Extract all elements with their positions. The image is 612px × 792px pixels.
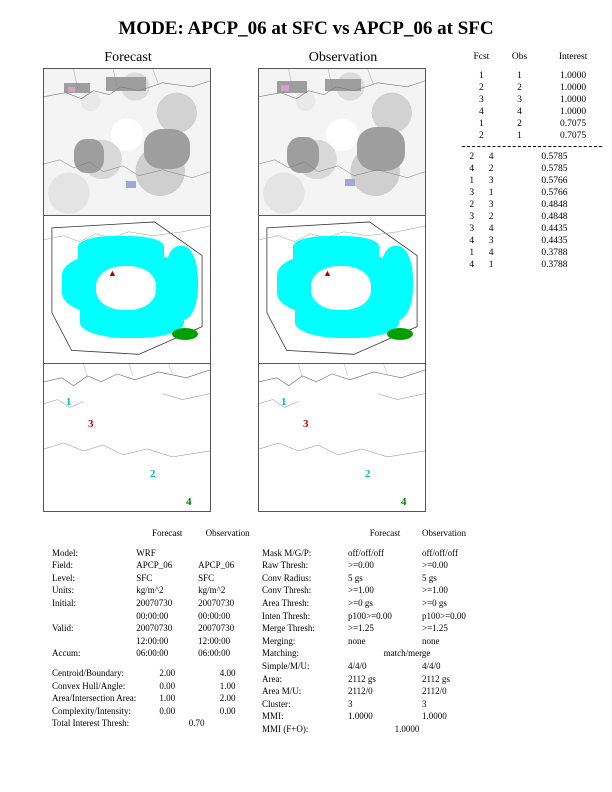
forecast-cyan-object (164, 246, 198, 320)
attribute-forecast-value: WRF (136, 547, 156, 558)
interest-cell: 0.4435 (541, 236, 568, 246)
config-forecast-value: 2112/0 (348, 686, 373, 697)
config-forecast-value: 1.0000 (348, 711, 373, 722)
config-forecast-value: none (348, 635, 366, 646)
total-interest-label: Total Interest Thresh: (52, 718, 130, 729)
interest-cell: 4 (469, 164, 475, 174)
interest-cell: 0.5785 (541, 164, 568, 174)
right-header-blank (262, 528, 348, 541)
interest-cell: 2 (469, 200, 475, 210)
interest-table-row (462, 187, 608, 199)
observation-panel-label: Observation (308, 50, 378, 65)
forecast-object-label-2: 2 (150, 468, 156, 480)
interest-table-row (462, 163, 608, 175)
interest-table-divider (462, 146, 602, 147)
precip-splotch (357, 127, 405, 171)
attribute-row (52, 611, 257, 624)
attribute-label: Model: (52, 547, 78, 558)
config-observation-value: off/off/off (422, 547, 458, 558)
left-header-observation: Observation (205, 528, 250, 538)
interest-table-header-row (462, 52, 608, 70)
interest-cell: 1 (517, 131, 522, 141)
config-forecast-value: >=1.00 (348, 585, 374, 596)
coastline-outline (259, 364, 425, 510)
forecast-object-label-4: 4 (186, 496, 192, 508)
attribute-pair-row (52, 681, 257, 694)
precip-splotch (144, 129, 190, 169)
left-header-blank (52, 528, 136, 541)
attribute-row (52, 623, 257, 636)
forecast-raw-field-image (43, 68, 211, 216)
interest-cell: 4 (488, 152, 494, 162)
attribute-pair-label: Convex Hull/Angle: (52, 680, 126, 691)
config-label: Simple/M/U: (262, 660, 310, 671)
config-label: Area: (262, 673, 282, 684)
config-row (262, 724, 466, 737)
config-row (262, 661, 466, 674)
left-header-forecast: Forecast (151, 528, 183, 538)
precip-splotch-blue (345, 179, 355, 186)
observation-object-label-2: 2 (365, 468, 371, 480)
forecast-green-object (172, 328, 198, 340)
config-forecast-value: 3 (348, 698, 353, 709)
attribute-forecast-value: SFC (136, 572, 153, 583)
config-observation-value: >=1.25 (422, 623, 448, 634)
interest-cell: 1 (479, 71, 484, 81)
config-row (262, 686, 466, 699)
config-forecast-value: 4/4/0 (348, 660, 367, 671)
interest-table-row (462, 70, 608, 82)
attribute-row (52, 598, 257, 611)
interest-cell: 1.0000 (560, 71, 587, 81)
forecast-object-label-1: 1 (66, 396, 72, 408)
attribute-observation-value: 06:00:00 (198, 648, 231, 659)
config-label: Area M/U: (262, 686, 302, 697)
interest-cell: 1 (488, 260, 494, 270)
config-label: MMI (F+O): (262, 723, 309, 734)
config-label: Merge Thresh: (262, 623, 315, 634)
config-row (262, 711, 466, 724)
forecast-object-field-image (43, 216, 211, 364)
interest-header-interest: Interest (558, 52, 588, 62)
attribute-observation-value: kg/m^2 (198, 585, 226, 596)
attribute-forecast-value: 12:00:00 (136, 635, 169, 646)
interest-cell: 2 (488, 164, 494, 174)
attribute-forecast-value: APCP_06 (136, 560, 173, 571)
attribute-observation-value: APCP_06 (198, 560, 235, 571)
config-label: Matching: (262, 648, 299, 659)
config-observation-value: 2112 gs (422, 673, 450, 684)
attribute-label: Valid: (52, 623, 74, 634)
attribute-pair-label: Area/Intersection Area: (52, 693, 137, 704)
config-forecast-value: >=0 gs (348, 597, 373, 608)
precip-splotch (287, 137, 319, 173)
attribute-pair-value-1: 2.00 (159, 667, 176, 678)
attribute-pair-value-2: 4.00 (219, 667, 236, 678)
interest-table-row (462, 199, 608, 211)
interest-cell: 4 (469, 236, 475, 246)
attribute-pair-value-1: 0.00 (159, 680, 176, 691)
attribute-row (52, 648, 257, 661)
interest-cell: 3 (469, 212, 475, 222)
attribute-observation-value: 12:00:00 (198, 635, 231, 646)
interest-cell: 0.5766 (541, 188, 568, 198)
interest-cell: 4 (488, 248, 494, 258)
config-observation-value: 4/4/0 (422, 660, 441, 671)
interest-cell: 0.4848 (541, 212, 568, 222)
attribute-row (52, 636, 257, 649)
attribute-forecast-value: 06:00:00 (136, 648, 169, 659)
forecast-object-label-3: 3 (88, 418, 94, 430)
attribute-label: Accum: (52, 648, 81, 659)
attribute-forecast-value: kg/m^2 (136, 585, 164, 596)
config-observation-value: 2112/0 (422, 686, 447, 697)
coastline-outline (44, 364, 210, 510)
forecast-numbered-object-image (43, 364, 211, 512)
interest-cell: 2 (479, 131, 484, 141)
config-forecast-value: off/off/off (348, 547, 384, 558)
attribute-forecast-value: 20070730 (136, 597, 173, 608)
observation-red-object-marker: ▲ (323, 268, 332, 278)
config-forecast-value: match/merge (383, 648, 431, 659)
interest-cell: 0.4848 (541, 200, 568, 210)
config-row (262, 674, 466, 687)
interest-table-row (462, 151, 608, 163)
interest-cell: 4 (517, 107, 522, 117)
attribute-forecast-value: 00:00:00 (136, 610, 169, 621)
interest-cell: 3 (488, 200, 494, 210)
forecast-image-column (43, 68, 213, 512)
config-observation-value: 1.0000 (422, 711, 447, 722)
interest-cell: 4 (488, 224, 494, 234)
attribute-label: Units: (52, 585, 75, 596)
config-forecast-value: >=0.00 (348, 560, 374, 571)
observation-object-label-1: 1 (281, 396, 287, 408)
interest-table-row (462, 259, 608, 271)
config-observation-value: 3 (422, 698, 427, 709)
precip-splotch (106, 77, 146, 91)
forecast-panel-label: Forecast (104, 50, 152, 65)
right-header-forecast: Forecast (369, 528, 401, 538)
page-title: MODE: APCP_06 at SFC vs APCP_06 at SFC (118, 18, 494, 39)
attribute-pair-row (52, 693, 257, 706)
interest-header-fcst: Fcst (473, 52, 490, 62)
config-row (262, 548, 466, 561)
forecast-red-object-marker: ▲ (108, 268, 117, 278)
interest-cell: 4 (469, 260, 475, 270)
interest-cell: 0.3788 (541, 248, 568, 258)
attribute-pair-label: Complexity/Intensity: (52, 705, 131, 716)
interest-cell: 1 (469, 248, 475, 258)
precip-splotch (74, 139, 104, 173)
config-label: Raw Thresh: (262, 560, 309, 571)
attribute-row (52, 585, 257, 598)
interest-cell: 0.3788 (541, 260, 568, 270)
config-forecast-value: 2112 gs (348, 673, 376, 684)
interest-cell: 3 (488, 176, 494, 186)
attribute-label: Initial: (52, 597, 76, 608)
interest-cell: 2 (517, 83, 522, 93)
interest-cell: 0.4435 (541, 224, 568, 234)
attribute-forecast-value: 20070730 (136, 623, 173, 634)
config-forecast-value: >=1.25 (348, 623, 374, 634)
observation-object-label-4: 4 (401, 496, 407, 508)
observation-cyan-object (379, 246, 413, 320)
observation-raw-field-image (258, 68, 426, 216)
interest-table-row (462, 106, 608, 118)
config-row (262, 699, 466, 712)
interest-cell: 3 (469, 224, 475, 234)
object-hole (96, 266, 156, 310)
config-row (262, 623, 466, 636)
interest-table-row (462, 130, 608, 142)
interest-table-row (462, 94, 608, 106)
config-label: Conv Radius: (262, 572, 312, 583)
config-label: Conv Thresh: (262, 585, 312, 596)
interest-cell: 0.7075 (560, 119, 587, 129)
interest-cell: 1.0000 (560, 107, 587, 117)
interest-cell: 0.5785 (541, 152, 568, 162)
config-label: Cluster: (262, 698, 291, 709)
interest-table-row (462, 118, 608, 130)
config-row (262, 636, 466, 649)
attribute-row (52, 548, 257, 561)
right-table-header-row (262, 528, 466, 541)
interest-table-row (462, 175, 608, 187)
config-row (262, 585, 466, 598)
interest-cell: 1 (469, 176, 475, 186)
observation-object-field-image (258, 216, 426, 364)
attribute-pair-label: Centroid/Boundary: (52, 667, 124, 678)
precip-splotch-blue (126, 181, 136, 188)
config-row (262, 560, 466, 573)
interest-table-row (462, 82, 608, 94)
interest-cell: 3 (469, 188, 475, 198)
interest-cell: 2 (469, 152, 475, 162)
config-label: Mask M/G/P: (262, 547, 312, 558)
interest-cell: 3 (479, 95, 484, 105)
attribute-observation-value: 20070730 (198, 597, 235, 608)
attribute-pair-value-2: 1.00 (219, 680, 236, 691)
interest-table-row (462, 211, 608, 223)
config-row (262, 611, 466, 624)
observation-object-label-3: 3 (303, 418, 309, 430)
left-table-header-row (52, 528, 257, 541)
config-row (262, 573, 466, 586)
attribute-pair-value-1: 1.00 (159, 693, 176, 704)
precip-splotch (325, 79, 361, 91)
attribute-row (52, 573, 257, 586)
interest-cell: 4 (479, 107, 484, 117)
interest-cell: 2 (488, 212, 494, 222)
interest-cell: 1.0000 (560, 83, 587, 93)
config-label: Inten Thresh: (262, 610, 311, 621)
attribute-observation-value: 00:00:00 (198, 610, 231, 621)
config-observation-value: none (422, 635, 440, 646)
config-row (262, 598, 466, 611)
interest-cell: 0.7075 (560, 131, 587, 141)
attribute-pair-value-1: 0.00 (159, 705, 176, 716)
attribute-label (52, 636, 136, 649)
forecast-observation-attribute-table (52, 528, 257, 731)
interest-cell: 2 (479, 83, 484, 93)
interest-cell: 0.5766 (541, 176, 568, 186)
interest-cell: 1.0000 (560, 95, 587, 105)
config-forecast-value: p100>=0.00 (348, 610, 392, 621)
interest-table (462, 52, 608, 271)
config-label: Merging: (262, 635, 296, 646)
interest-header-obs: Obs (511, 52, 528, 62)
interest-table-row (462, 235, 608, 247)
config-observation-value: p100>=0.00 (422, 610, 466, 621)
attribute-pair-value-2: 0.00 (219, 705, 236, 716)
configuration-attribute-table (262, 528, 502, 737)
config-label: Area Thresh: (262, 597, 310, 608)
config-forecast-value: 5 gs (348, 572, 363, 583)
attribute-pair-value-2: 2.00 (219, 693, 236, 704)
interest-cell: 3 (488, 236, 494, 246)
total-interest-value: 0.70 (188, 718, 205, 729)
interest-cell: 1 (517, 71, 522, 81)
total-interest-row (52, 718, 257, 731)
interest-table-row (462, 223, 608, 235)
interest-cell: 3 (517, 95, 522, 105)
interest-cell: 2 (517, 119, 522, 129)
config-label: MMI: (262, 711, 284, 722)
attribute-observation-value (198, 548, 257, 561)
interest-table-row (462, 247, 608, 259)
config-row (262, 648, 466, 661)
precip-splotch-pink (68, 87, 75, 92)
precip-splotch-pink (281, 85, 289, 91)
attribute-observation-value: SFC (198, 572, 215, 583)
config-observation-value: 5 gs (422, 572, 437, 583)
attribute-pair-row (52, 706, 257, 719)
observation-green-object (387, 328, 413, 340)
observation-image-column (258, 68, 428, 512)
observation-numbered-object-image (258, 364, 426, 512)
right-header-observation: Observation (422, 528, 466, 538)
config-observation-value: >=1.00 (422, 585, 448, 596)
config-observation-value: >=0.00 (422, 560, 448, 571)
attribute-row (52, 560, 257, 573)
interest-cell: 1 (488, 188, 494, 198)
interest-cell: 1 (479, 119, 484, 129)
config-observation-value: >=0 gs (422, 597, 447, 608)
attribute-observation-value: 20070730 (198, 623, 235, 634)
attribute-pair-row (52, 668, 257, 681)
attribute-label: Field: (52, 560, 74, 571)
attribute-label (52, 611, 136, 624)
attribute-label: Level: (52, 572, 75, 583)
config-forecast-value: 1.0000 (394, 723, 420, 734)
object-hole (311, 266, 371, 310)
